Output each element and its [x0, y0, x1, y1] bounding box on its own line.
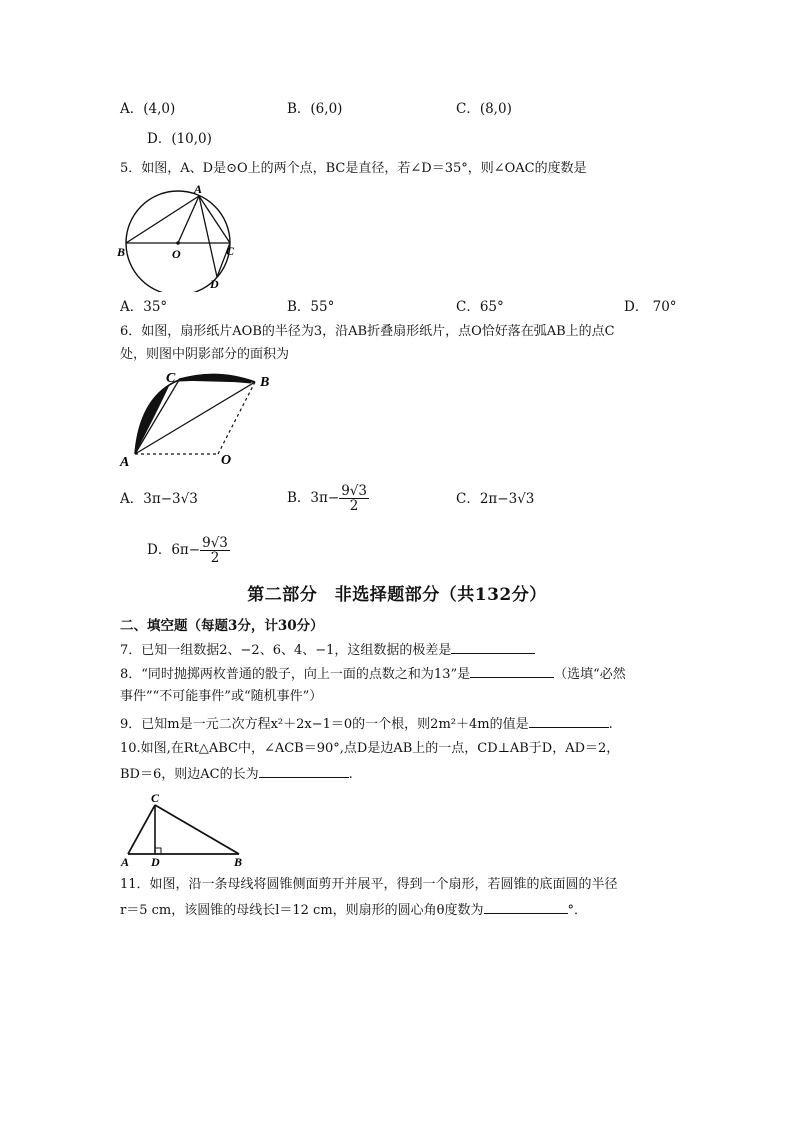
- q6-option-d-numerator: 9√3: [202, 535, 228, 551]
- q10-answer-blank[interactable]: [259, 764, 349, 778]
- q11-answer-blank[interactable]: [484, 900, 568, 914]
- q6-label-o: O: [221, 453, 232, 468]
- q6-sector-figure: [115, 366, 285, 470]
- q6-option-b-numerator: 9√3: [341, 483, 367, 499]
- q5-option-c: C．65°: [456, 299, 504, 315]
- q10-line2: [120, 764, 353, 784]
- q9-text: [120, 714, 613, 734]
- q10-line1: 10.如图,在Rt△ABC中，∠ACB＝90°,点D是边AB上的一点，CD⊥AB于D，AD＝2，: [120, 741, 620, 756]
- q6-option-b-fraction: [339, 484, 369, 513]
- q4-option-d: D．(10,0): [147, 131, 212, 147]
- q11-line1: 11．如图，沿一条母线将圆锥侧面剪开并展平，得到一个扇形，若圆锥的底面圆的半径: [120, 877, 618, 892]
- q6-option-b-denominator: 2: [349, 498, 359, 514]
- q4-option-a: A．(4,0): [120, 101, 176, 117]
- part2-title: 第二部分 非选择题部分（共132分）: [247, 585, 547, 605]
- q10-tail: .: [348, 767, 353, 782]
- q6-option-d-denominator: 2: [210, 550, 220, 566]
- q5-label-c: C: [226, 244, 235, 258]
- q11-stem: r＝5 cm，该圆锥的母线长l＝12 cm，则扇形的圆心角θ度数为: [120, 903, 484, 918]
- q8-stem: 8．“同时抛掷两枚普通的骰子，向上一面的点数之和为13”是: [120, 667, 471, 682]
- q5-option-b: B．55°: [287, 299, 335, 315]
- q6-label-c: C: [166, 371, 176, 386]
- q5-label-d: D: [210, 277, 219, 291]
- q10-label-a: A: [121, 855, 130, 868]
- q5-option-a: A．35°: [120, 299, 168, 315]
- q8-line2: 事件”“不可能事件”或“随机事件”）: [120, 689, 323, 704]
- q5-label-b: B: [117, 245, 126, 259]
- q9-tail: .: [608, 717, 613, 732]
- q6-option-d-prefix: D．6π−: [147, 542, 201, 558]
- q11-line2: [120, 900, 587, 920]
- q5-label-a: A: [194, 182, 203, 196]
- q6-stem-line1: 6．如图，扇形纸片AOB的半径为3，沿AB折叠扇形纸片，点O恰好落在弧AB上的点C: [120, 324, 615, 339]
- q10-label-d: D: [151, 855, 160, 868]
- q6-option-b: [287, 480, 369, 516]
- q9-stem: 9．已知m是一元二次方程x²＋2x−1＝0的一个根，则2m²＋4m的值是: [120, 717, 529, 732]
- q5-circle-figure: [115, 180, 245, 292]
- q6-option-d-fraction: [200, 536, 230, 565]
- q5-stem: 5．如图，A、D是⊙O上的两个点，BC是直径，若∠D＝35°，则∠OAC的度数是: [120, 161, 587, 176]
- q8-line1: [120, 664, 626, 684]
- q7-text: [120, 640, 535, 660]
- q7-answer-blank[interactable]: [451, 640, 535, 654]
- q6-option-c: C．2π−3√3: [456, 491, 535, 507]
- q4-option-b: B．(6,0): [287, 101, 343, 117]
- q7-stem: 7．已知一组数据2、−2、6、4、−1，这组数据的极差是: [120, 643, 452, 658]
- q6-stem-line2: 处，则图中阴影部分的面积为: [120, 347, 290, 362]
- q5-option-d: D． 70°: [624, 299, 677, 315]
- q6-option-d: [147, 532, 230, 568]
- q6-label-a: A: [120, 455, 130, 470]
- q4-option-c: C．(8,0): [456, 101, 512, 117]
- q5-label-o: O: [172, 247, 181, 261]
- q10-label-c: C: [151, 791, 160, 805]
- q8-answer-blank[interactable]: [470, 664, 554, 678]
- q10-stem: BD＝6，则边AC的长为: [120, 767, 259, 782]
- q6-label-b: B: [260, 375, 270, 390]
- section2-heading: 二、填空题（每题3分，计30分）: [120, 618, 324, 634]
- q10-triangle-figure: [115, 786, 255, 868]
- q8-stem-tail: （选填“必然: [554, 667, 626, 682]
- q6-option-a: A．3π−3√3: [120, 491, 198, 507]
- q6-option-b-prefix: B．3π−: [287, 490, 340, 506]
- q11-tail: °．: [567, 903, 588, 918]
- q9-answer-blank[interactable]: [529, 714, 609, 728]
- q10-label-b: B: [234, 855, 243, 868]
